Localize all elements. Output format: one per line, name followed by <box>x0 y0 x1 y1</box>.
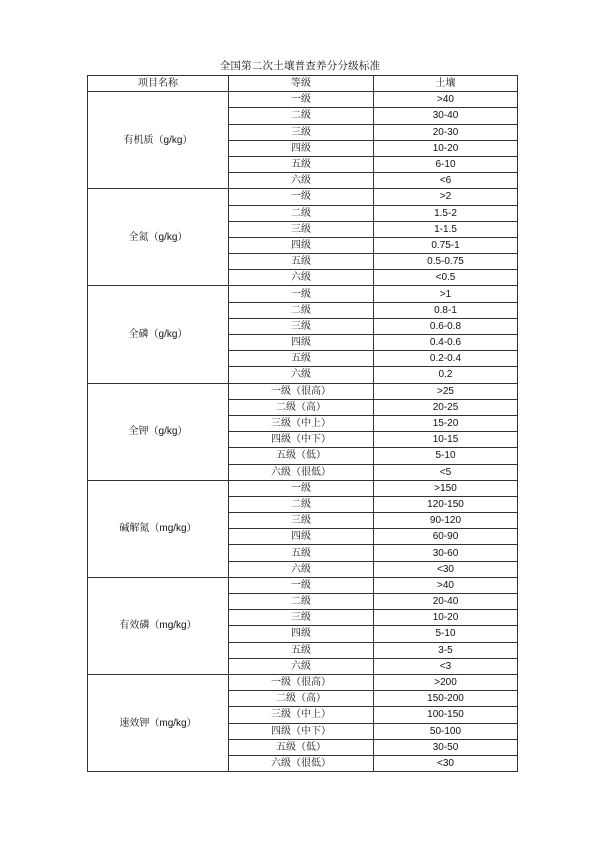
grade-cell: 四级 <box>229 529 374 545</box>
soil-value-cell: 10-20 <box>374 610 518 626</box>
grade-cell: 五级（低） <box>229 739 374 755</box>
grade-cell: 三级（中上） <box>229 415 374 431</box>
grade-cell: 四级（中下） <box>229 432 374 448</box>
grade-cell: 五级 <box>229 351 374 367</box>
grade-cell: 六级 <box>229 270 374 286</box>
parameter-cell: 碱解氮（mg/kg） <box>88 480 229 577</box>
soil-value-cell: 1.5-2 <box>374 205 518 221</box>
soil-value-cell: 50-100 <box>374 723 518 739</box>
soil-value-cell: 0.2 <box>374 367 518 383</box>
soil-value-cell: >40 <box>374 577 518 593</box>
soil-value-cell: <5 <box>374 464 518 480</box>
grade-cell: 四级（中下） <box>229 723 374 739</box>
soil-value-cell: 1-1.5 <box>374 221 518 237</box>
soil-value-cell: 30-60 <box>374 545 518 561</box>
parameter-name: 速效钾 <box>119 717 150 729</box>
grade-cell: 二级 <box>229 108 374 124</box>
table-row <box>88 286 518 302</box>
table-row <box>88 189 518 205</box>
soil-value-cell: 30-50 <box>374 739 518 755</box>
grade-cell: 二级 <box>229 302 374 318</box>
soil-value-cell: 0.8-1 <box>374 302 518 318</box>
grade-cell: 四级 <box>229 335 374 351</box>
grade-cell: 一级 <box>229 286 374 302</box>
soil-value-cell: 0.5-0.75 <box>374 254 518 270</box>
soil-value-cell: 60-90 <box>374 529 518 545</box>
grade-cell: 六级 <box>229 367 374 383</box>
parameter-cell: 全氮（g/kg） <box>88 189 229 286</box>
grade-cell: 六级（很低） <box>229 755 374 771</box>
grade-cell: 六级 <box>229 561 374 577</box>
header-item-name: 项目名称 <box>88 76 229 92</box>
soil-value-cell: <3 <box>374 658 518 674</box>
parameter-unit: g/kg <box>158 329 178 340</box>
parameter-cell: 速效钾（mg/kg） <box>88 674 229 771</box>
soil-value-cell: >200 <box>374 674 518 690</box>
parameter-unit: mg/kg <box>159 523 187 535</box>
grade-cell: 一级 <box>229 92 374 108</box>
parameter-unit: g/kg <box>163 134 183 146</box>
grade-cell: 二级 <box>229 594 374 610</box>
grade-cell: 五级 <box>229 254 374 270</box>
grade-cell: 三级 <box>229 610 374 626</box>
soil-value-cell: >25 <box>374 383 518 399</box>
parameter-name: 全磷 <box>128 329 149 340</box>
parameter-name: 有机质 <box>123 134 154 146</box>
parameter-unit: g/kg <box>158 231 178 243</box>
soil-value-cell: 20-40 <box>374 594 518 610</box>
parameter-unit: mg/kg <box>159 717 187 729</box>
parameter-name: 有效磷 <box>119 620 150 632</box>
grade-cell: 五级 <box>229 642 374 658</box>
table-row <box>88 577 518 593</box>
soil-value-cell: 90-120 <box>374 513 518 529</box>
grade-cell: 二级 <box>229 205 374 221</box>
soil-value-cell: 0.75-1 <box>374 237 518 253</box>
grade-cell: 五级（低） <box>229 448 374 464</box>
parameter-unit: g/kg <box>158 426 178 438</box>
soil-value-cell: 120-150 <box>374 496 518 512</box>
grade-cell: 一级 <box>229 577 374 593</box>
soil-value-cell: 6-10 <box>374 156 518 172</box>
nutrient-grading-table <box>87 75 518 772</box>
soil-value-cell: >40 <box>374 92 518 108</box>
table-row <box>88 92 518 108</box>
grade-cell: 五级 <box>229 156 374 172</box>
parameter-cell: 全钾（g/kg） <box>88 383 229 480</box>
parameter-unit: mg/kg <box>159 620 187 632</box>
soil-value-cell: >2 <box>374 189 518 205</box>
soil-value-cell: 0.4-0.6 <box>374 335 518 351</box>
table-header-row <box>88 76 518 92</box>
soil-value-cell: 100-150 <box>374 707 518 723</box>
soil-value-cell: 10-20 <box>374 140 518 156</box>
grade-cell: 一级 <box>229 189 374 205</box>
grade-cell: 四级 <box>229 237 374 253</box>
header-grade: 等级 <box>229 76 374 92</box>
document-title: 全国第二次土壤普查养分分级标准 <box>219 60 381 72</box>
soil-value-cell: 30-40 <box>374 108 518 124</box>
soil-value-cell: 15-20 <box>374 415 518 431</box>
parameter-name: 全钾 <box>128 426 149 438</box>
table-row <box>88 480 518 496</box>
parameter-cell: 有效磷（mg/kg） <box>88 577 229 674</box>
parameter-cell: 有机质（g/kg） <box>88 92 229 189</box>
grade-cell: 五级 <box>229 545 374 561</box>
soil-value-cell: <30 <box>374 561 518 577</box>
soil-value-cell: <30 <box>374 755 518 771</box>
header-soil: 土壤 <box>374 76 518 92</box>
soil-value-cell: 20-30 <box>374 124 518 140</box>
grade-cell: 一级 <box>229 480 374 496</box>
grade-cell: 三级 <box>229 513 374 529</box>
grade-cell: 六级 <box>229 658 374 674</box>
grade-cell: 三级 <box>229 124 374 140</box>
table-row <box>88 383 518 399</box>
soil-value-cell: 20-25 <box>374 399 518 415</box>
grade-cell: 一级（很高） <box>229 383 374 399</box>
soil-value-cell: 5-10 <box>374 448 518 464</box>
soil-value-cell: 0.2-0.4 <box>374 351 518 367</box>
parameter-name: 全氮 <box>128 231 149 243</box>
soil-value-cell: >1 <box>374 286 518 302</box>
table-body <box>88 92 518 772</box>
soil-value-cell: 5-10 <box>374 626 518 642</box>
grade-cell: 六级（很低） <box>229 464 374 480</box>
grade-cell: 三级 <box>229 318 374 334</box>
grade-cell: 四级 <box>229 626 374 642</box>
soil-value-cell: 0.6-0.8 <box>374 318 518 334</box>
soil-value-cell: 150-200 <box>374 691 518 707</box>
grade-cell: 三级（中上） <box>229 707 374 723</box>
grade-cell: 二级（高） <box>229 399 374 415</box>
parameter-name: 碱解氮 <box>119 523 150 535</box>
soil-value-cell: <0.5 <box>374 270 518 286</box>
grade-cell: 一级（很高） <box>229 674 374 690</box>
grade-cell: 二级 <box>229 496 374 512</box>
soil-value-cell: >150 <box>374 480 518 496</box>
soil-value-cell: 3-5 <box>374 642 518 658</box>
soil-value-cell: 10-15 <box>374 432 518 448</box>
soil-value-cell: <6 <box>374 173 518 189</box>
grade-cell: 二级（高） <box>229 691 374 707</box>
parameter-cell: 全磷（g/kg） <box>88 286 229 383</box>
table-row <box>88 674 518 690</box>
grade-cell: 三级 <box>229 221 374 237</box>
grade-cell: 四级 <box>229 140 374 156</box>
grade-cell: 六级 <box>229 173 374 189</box>
